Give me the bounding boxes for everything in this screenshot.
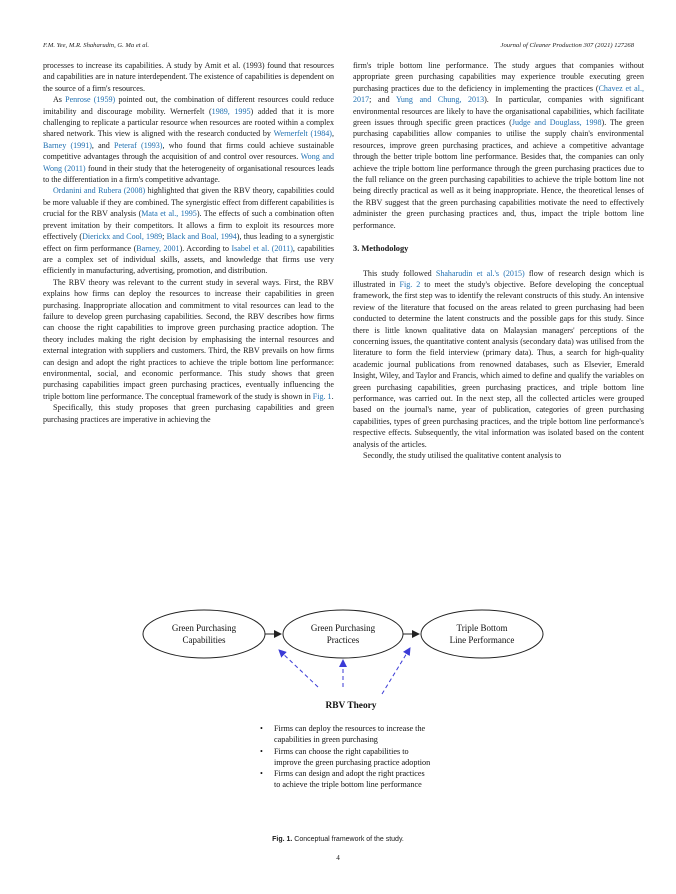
node-performance-ellipse <box>421 610 543 658</box>
citation-link[interactable]: Chavez et al., 2017 <box>353 83 645 105</box>
left-column <box>43 60 334 425</box>
list-item: • Firms can design and adopt the right practices to achieve the triple bottom line performance <box>260 769 425 790</box>
rbv-bullet-list <box>258 723 433 791</box>
figure-link[interactable]: Fig. 1 <box>312 391 332 401</box>
citation-link[interactable]: Peteraf (1993) <box>114 140 163 150</box>
node-performance-label: Triple Bottom <box>456 623 508 633</box>
page-number: 4 <box>336 854 340 862</box>
node-capabilities-label: Capabilities <box>182 635 226 645</box>
paragraph: Secondly, the study utilised the qualitative content analysis to <box>363 451 562 460</box>
node-performance-label: Line Performance <box>449 635 515 645</box>
bullet-icon: • <box>260 769 263 779</box>
paragraph: firm's triple bottom line performance. The study argues that companies without appropriate green purchasing capabilities may experience trouble executing green purchasing practices due to the deficiency in implementing the practices (Chavez et al., 2017; and Yung and Chung, 2013). In particular, companies with significant environmental resources are likely to have the organisational capabilities, which facilitate green issues through specific green practices (Judge and Douglass, 1998). The green purchasing capabilities allow companies to utilise the supply chain's environmental resources, improve green purchasing practices, and achieve a competitive advantage through the better triple bottom line performance. Besides that, the companies can only achieve the triple bottom line performance through the green purchasing practices due to the full reliance on the green purchasing capabilities to achieve the triple bottom line not being directly practical as well as it being inappropriate. Hence, the theoretical lenses of the RBV suggest that the green purchasing capabilities motivate the need to effectively administer the green purchasing practices and, thus, impact the triple bottom line performance. <box>353 61 645 230</box>
paragraph: The RBV theory was relevant to the current study in several ways. First, the RBV explains how firms can deploy the resources to increase their capabilities in green purchasing. Inappropriate allocation and commitment to vital resources can lead to the failure to develop green purchasing capabilities. Second, the RBV describes how firms can choose the right capabilities to improve green purchasing practice adoption. The theory includes making the right decision by emphasising the internal resources and external integration with suppliers and customers. Third, the RBV prevails on how firms can design and adopt the right practices to achieve the triple bottom line performance: environmental, social, and economic performance. This study shows that green purchasing capabilities impact green purchasing practices, eventually influencing the triple bottom line performance. The conceptual framework of the study is shown in Fig. 1. <box>43 277 334 401</box>
node-practices-label: Green Purchasing <box>310 623 376 633</box>
citation-link[interactable]: Barney (1991) <box>43 140 92 150</box>
citation-link[interactable]: Dierickx and Cool, 1989 <box>82 232 163 242</box>
figure-link[interactable]: Fig. 2 <box>399 279 421 289</box>
citation-link[interactable]: Isabel et al. (2011) <box>231 243 293 253</box>
node-capabilities-label: Green Purchasing <box>171 623 237 633</box>
citation-link[interactable]: Black and Boal, 1994 <box>166 232 237 242</box>
bullet-icon: • <box>260 724 263 733</box>
citation-link[interactable]: Yung and Chung, 2013 <box>395 95 485 105</box>
citation-link[interactable]: Wong and Wong (2011) <box>43 152 334 173</box>
running-header-journal: Journal of Cleaner Production 307 (2021) 127268 <box>500 42 634 49</box>
bullet-icon: • <box>260 746 263 756</box>
framework-diagram <box>0 600 676 830</box>
paragraph: Specifically, this study proposes that green purchasing capabilities and green purchasing practices are imperative in achieving the <box>43 403 334 424</box>
citation-link[interactable]: Judge and Douglass, 1998 <box>511 118 602 128</box>
dashed-arrow-to-capabilities <box>279 650 318 687</box>
right-column <box>353 60 644 461</box>
node-capabilities-ellipse <box>143 610 265 658</box>
citation-link[interactable]: 1989, 1995 <box>211 106 251 116</box>
list-item: • Firms can choose the right capabilities to improve the green purchasing practice adoption <box>260 746 431 767</box>
citation-link[interactable]: Barney, 2001 <box>136 243 180 253</box>
node-practices-label: Practices <box>326 635 360 645</box>
citation-link[interactable]: Mata et al., 1995 <box>141 209 197 219</box>
paragraph: Ordanini and Rubera (2008) highlighted that given the RBV theory, capabilities could be more valuable if they are combined. The synergistic effect from different capabilities is crucial for the RBV analysis (Mata et al., 1995). The effects of such a combination often prevent imitation by their competitors. It allows a firm to exploit its resources more effectively (Dierickx and Cool, 1989; Black and Boal, 1994), thus leading to a synergistic effect on firm performance (Barney, 2001). According to Isabel et al. (2011), capabilities are a complex set of individual skills, assets, and knowledge that firms use very efficiently in manufacturing, advertising, promotion, and distribution. <box>43 186 335 276</box>
figure-caption: Fig. 1. Conceptual framework of the study. <box>272 836 404 843</box>
list-item: • Firms can deploy the resources to increase the capabilities in green purchasing <box>260 724 426 745</box>
dashed-arrow-to-performance <box>382 648 410 694</box>
section-heading: 3. Methodology <box>353 244 409 254</box>
paragraph: processes to increase its capabilities. A study by Amit et al. (1993) found that resources and capabilities are in nature interdependent. The existence of capabilities is dependent on the source of a firm's resources. <box>43 61 334 93</box>
citation-link[interactable]: Wernerfelt (1984) <box>273 129 332 139</box>
paragraph: As Penrose (1959) pointed out, the combination of different resources could reduce imitability and discourage mobility. Wernerfelt (1989, 1995) added that it is more challenging to replicate a particular resource when resources are rooted within a complex shared network. This view is aligned with the research conducted by Wernerfelt (1984), Barney (1991), and Peteraf (1993), who found that firms could achieve sustainable competitive advantages through the acquisition of and control over resources. Wong and Wong (2011) found in their study that the heterogeneity of organisational resources leads to the differentiation in a firm's competitive advantage. <box>43 95 335 185</box>
paragraph: This study followed Shaharudin et al.'s (2015) flow of research design which is illustrated in Fig. 2 to meet the study's objective. Before developing the conceptual framework, the first step was to identify the relevant constructs of this study. An intensive review of the literature that focused on the areas related to green purchasing had been conducted to determine the latent constructs and the possible gaps for this study. Since there is little known qualitative data on Malaysian managers' perceptions of the concerning issues, the quantitative content analysis (secondary data) was utilised from the literature to form the field interview (primary data). Thus, a search for high-quality academic journal publications from renowned databases, such as Elsevier, Emerald Insight, Wiley, and Taylor and Francis, which aimed to define and qualify the variables on green purchasing capabilities, green purchasing practices, and triple bottom line performance, was carried out. In the next step, all the collected articles were grouped based on the journal's name, year of publication, categories of green purchasing capabilities, types of green purchasing practices, and the triple bottom line performance's respective effects. Subsequently, the vital information was isolated based on the content analysis of the articles. <box>353 268 645 449</box>
citation-link[interactable]: Penrose (1959) <box>65 95 116 105</box>
conceptual-framework-figure <box>0 600 676 850</box>
running-header-authors: F.M. Yee, M.R. Shaharudin, G. Ma et al. <box>43 42 150 49</box>
citation-link[interactable]: Ordanini and Rubera (2008) <box>53 186 146 196</box>
node-practices-ellipse <box>283 610 403 658</box>
rbv-theory-label: RBV Theory <box>325 701 377 711</box>
citation-link[interactable]: Shaharudin et al.'s (2015) <box>435 268 525 278</box>
